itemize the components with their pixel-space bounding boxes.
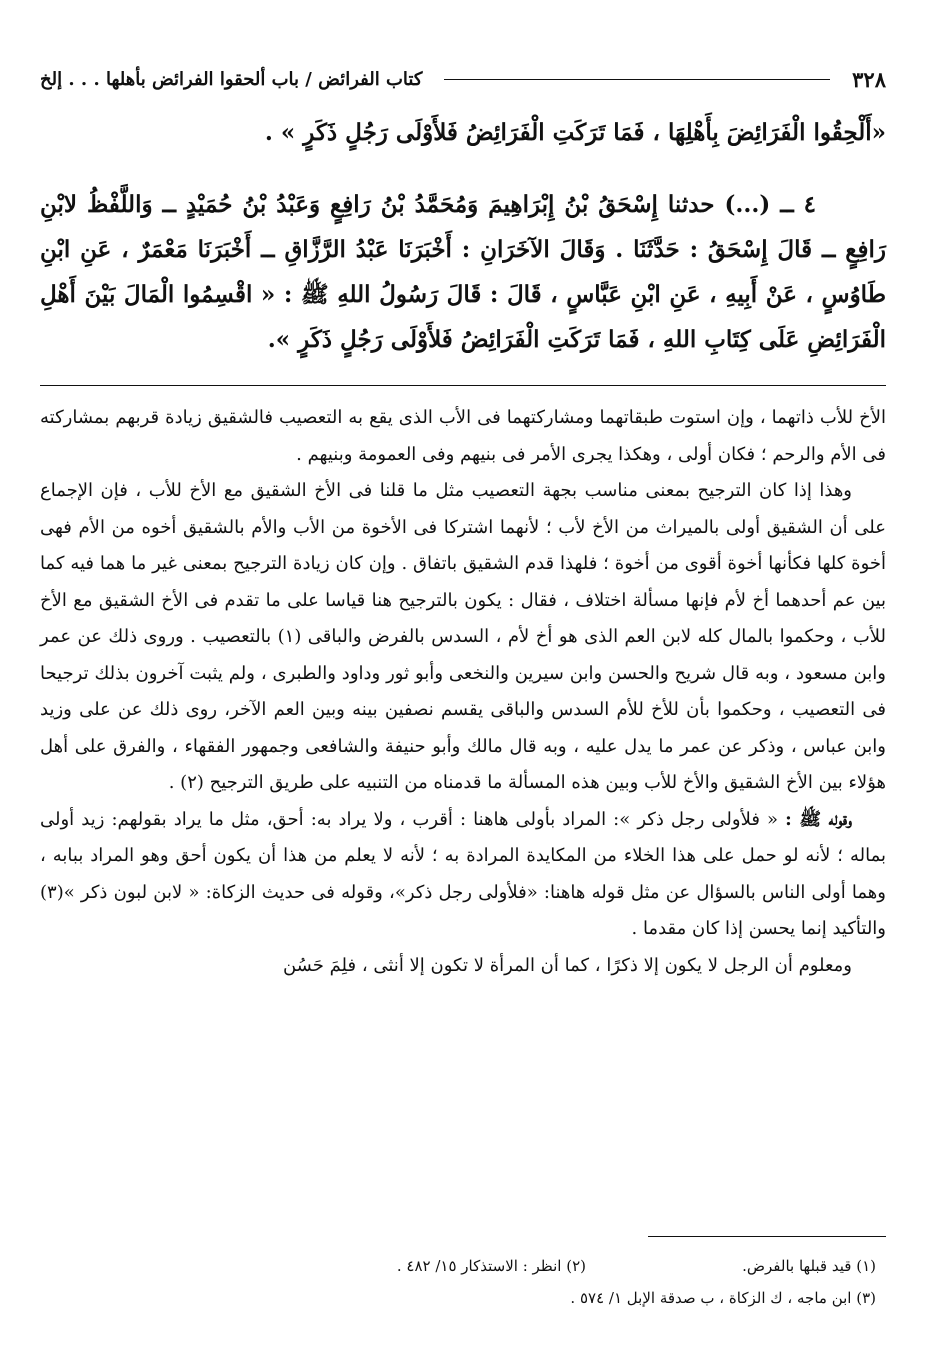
hadith-ending <box>40 110 886 155</box>
running-title: كتاب الفرائض / باب ألحقوا الفرائض بأهلها . . . إلخ <box>40 68 423 90</box>
page-header <box>40 62 886 96</box>
commentary-paragraph-1: الأخ للأب ذاتهما ، وإن استوت طبقاتهما ومشاركتهما فى الأب الذى يقع به التعصيب فالشقيق زيادة قربهم بمشاركته فى الأم والرحم ؛ فكان أولى ، وهكذا يجرى الأمر فى بنيهم وفى العمومة وبنيهم . <box>40 407 886 465</box>
footnote-1: (١) قيد قبلها بالفرض. <box>742 1257 876 1275</box>
text-divider <box>40 385 886 386</box>
hadith-paragraph: ٤ ــ (...) حدثنا إِسْحَقُ بْنُ إِبْرَاهِيمَ وَمُحَمَّدُ بْنُ رَافِعٍ وَعَبْدُ بْنُ حُمَيْدٍ ــ وَاللَّفْظُ لابْنِ رَافِعٍ ــ قَالَ إِسْحَقُ : حَدَّثَنَا . وَقَالَ الآخَرَانِ : أَخْبَرَنَا عَبْدُ الرَّزَّاقِ ــ أَخْبَرَنَا مَعْمَرٌ ، عَنِ ابْنِ طَاوُسٍ ، عَنْ أَبِيهِ ، عَنِ ابْنِ عَبَّاسٍ ، قَالَ : قَالَ رَسُولُ اللهِ ﷺ : « اقْسِمُوا الْمَالَ بَيْنَ أَهْلِ الْفَرَائِضِ عَلَى كِتَابِ اللهِ ، فَمَا تَرَكَتِ الْفَرَائِضُ فَلأَوْلَى رَجُلٍ ذَكَرٍ ». <box>40 191 886 353</box>
commentary-paragraph-3-text: « فلأولى رجل ذكر »: المراد بأولى هاهنا : أقرب ، ولا يراد به: أحق، مثل ما يراد بقولهم: زيد أولى بماله ؛ لأنه لو حمل على هذا الخلاء من المكايدة المرادة به ؛ لأنه لا يعلم من هذا أن يكون أحق وهو المراد ببابه ، وهما أولى الناس بالسؤال عن مثل قوله هاهنا: «فلأولى رجل ذكر»، وقوله فى حديث الزكاة: « لابن لبون ذكر »(٣) والتأكيد إنما يحسن إذا كان مقدما . <box>40 808 886 939</box>
footnote-row <box>40 1250 876 1282</box>
footnote-rule <box>648 1236 886 1237</box>
commentary-lead: وقوله ﷺ : <box>785 808 852 830</box>
footnotes <box>40 1250 876 1314</box>
commentary <box>40 400 886 984</box>
commentary-paragraph-4: ومعلوم أن الرجل لا يكون إلا ذكرًا ، كما أن المرأة لا تكون إلا أنثى ، فلِمَ حَسُن <box>282 954 852 976</box>
page-number: ٣٢٨ <box>852 66 886 92</box>
hadith-line: «أَلْحِقُوا الْفَرَائِضَ بِأَهْلِهَا ، فَمَا تَرَكَتِ الْفَرَائِضُ فَلأَوْلَى رَجُلٍ ذَكَرٍ » . <box>264 119 886 146</box>
commentary-paragraph-3 <box>40 802 886 948</box>
hadith-4 <box>40 182 886 362</box>
commentary-paragraph-2: وهذا إذا كان الترجيح بمعنى مناسب بجهة التعصيب مثل ما قلنا فى الأخ الشقيق مع الأخ للأب ، فإن الإجماع على أن الشقيق أولى بالميراث من الأخ لأب ؛ لأنهما اشتركا فى الأخوة من الأب والأم بالشقيق أخوه من الأم فهى أخوة كلها فكأنها أخوة أقوى من أخوة ؛ فلهذا قدم الشقيق باتفاق . وإن كان زيادة الترجيح بمعنى غير ما هما فيه كما بين عم أحدهما أخ لأم فإنها مسألة اختلاف ، فقال : يكون بالترجيح هنا قياسا على ما تقدم فى الأخ الشقيق مع الأخ للأب ، وحكموا بالمال كله لابن العم الذى هو أخ لأم ، السدس بالفرض والباقى (١) بالتعصيب . وروى ذلك عن عمر وابن مسعود ، وبه قال شريح والحسن وابن سيرين والنخعى وأبو ثور وداود والطبرى ، ولم يثبت آخرون بذلك ترجيحا فى التعصيب ، وحكموا بأن للأخ للأم السدس والباقى يقسم نصفين بينه وبين العم الآخر، روى ذلك عن على وزيد وابن عباس ، وذكر عن عمر ما يدل عليه ، وبه قال مالك وأبو حنيفة والشافعى وجمهور الفقهاء ، والفرق على أهل هؤلاء بين الأخ الشقيق والأخ للأب وبين هذه المسألة ما قدمناه من التنبيه على طريق الترجيح (٢) . <box>40 480 886 793</box>
footnote-3: (٣) ابن ماجه ، ك الزكاة ، ب صدقة الإبل ١/ ٥٧٤ . <box>570 1289 876 1307</box>
footnote-2: (٢) انظر : الاستذكار ١٥/ ٤٨٢ . <box>396 1257 586 1275</box>
header-rule <box>444 79 830 80</box>
